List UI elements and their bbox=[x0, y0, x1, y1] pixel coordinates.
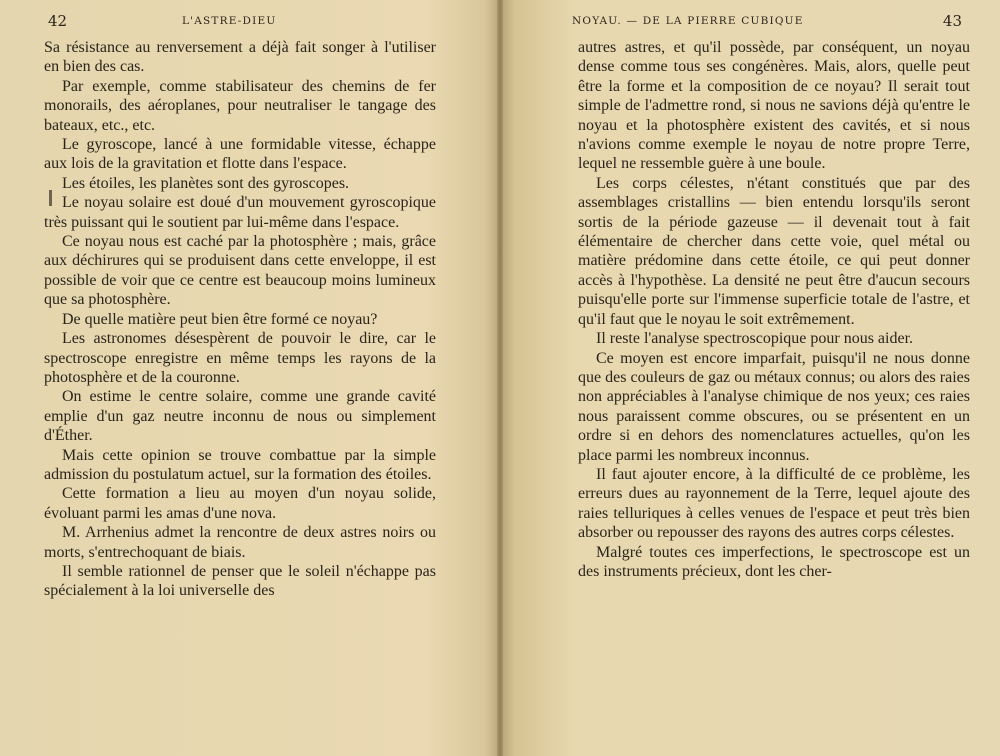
paragraph: Malgré toutes ces imperfections, le spectroscope est un des instruments précieux, dont les cher- bbox=[578, 543, 970, 580]
paragraph: Il semble rationnel de penser que le soleil n'échappe pas spécialement à la loi universelle des bbox=[44, 562, 436, 600]
right-page-number: 43 bbox=[942, 12, 962, 30]
paragraph: Ce moyen est encore imparfait, puisqu'il ne nous donne que des couleurs de gaz ou métaux connus; ou alors des raies non appréciables à l'analyse chimique de nos yeux; ces raies nous paraissent comme obscures, ou se présentent en un ordre si en dehors des nomenclatures actuelles, qu'on les place parmi les nombreux inconnus. bbox=[578, 349, 970, 464]
paragraph: Ce noyau nous est caché par la photosphère ; mais, grâce aux déchirures qui se produisent dans cette enveloppe, il est possible de voir que ce centre est beaucoup moins lumineux que sa photosphère. bbox=[44, 233, 436, 309]
paragraph: M. Arrhenius admet la rencontre de deux astres noirs ou morts, s'entrechoquant de biais. bbox=[44, 524, 436, 561]
paragraph: Par exemple, comme stabilisateur des chemins de fer monorails, des aéroplanes, pour neutraliser le tangage des bateaux, etc., etc. bbox=[44, 77, 436, 134]
left-page-number: 42 bbox=[48, 12, 68, 30]
paragraph: Le noyau solaire est doué d'un mouvement gyroscopique très puissant qui le soutient par lui-même dans l'espace. bbox=[44, 194, 436, 231]
paragraph: Les étoiles, les planètes sont des gyroscopes. bbox=[62, 174, 350, 192]
paragraph: autres astres, et qu'il possède, par conséquent, un noyau dense comme tous ses congénères. Mais, alors, quelle peut être la forme et la composition de ce noyau? Il serait tout simple de l'admettre rond, si nous ne savions déjà qu'entre le noyau et la photosphère existent des cavités, et si nous n'avions comme exemple le noyau de notre propre Terre, lequel ne ressemble guère à une boule. bbox=[578, 39, 970, 173]
paragraph: Les corps célestes, n'étant constitués que par des assemblages cristallins — bien entendu lorsqu'ils seront sortis de la période gazeuse — il devenait tout à fait élémentaire de chercher dans cette voie, quel métal ou matière prédomine dans cette étoile, ce qui peut donner accès à l'hypothèse. La densité ne peut être d'aucun secours puisqu'elle porte sur l'immense superficie totale de l'astre, et qu'il faut que le noyau le soit extrêmement. bbox=[578, 174, 970, 328]
book-gutter bbox=[497, 0, 503, 756]
right-running-head: NOYAU. — DE LA PIERRE CUBIQUE bbox=[572, 15, 804, 27]
left-running-head: L'ASTRE-DIEU bbox=[182, 15, 277, 27]
paragraph: Sa résistance au renversement a déjà fait songer à l'utiliser en bien des cas. bbox=[44, 39, 436, 76]
paragraph: On estime le centre solaire, comme une grande cavité emplie d'un gaz neutre inconnu de nous ou simplement d'Éther. bbox=[44, 388, 436, 445]
right-page-text bbox=[578, 38, 970, 581]
paragraph: Il reste l'analyse spectroscopique pour nous aider. bbox=[596, 330, 914, 348]
paragraph: Cette formation a lieu au moyen d'un noyau solide, évoluant parmi les amas d'une nova. bbox=[44, 485, 436, 522]
paragraph: De quelle matière peut bien être formé ce noyau? bbox=[62, 310, 378, 328]
paragraph: Il faut ajouter encore, à la difficulté de ce problème, les erreurs dues au rayonnement de la Terre, lequel ajoute des raies telluriques à celles venues de l'espace et peut très bien absorber ou repousser des rayons des autres corps célestes. bbox=[578, 465, 970, 542]
paragraph: Le gyroscope, lancé à une formidable vitesse, échappe aux lois de la gravitation et flotte dans l'espace. bbox=[44, 136, 436, 173]
paragraph: Les astronomes désespèrent de pouvoir le dire, car le spectroscope enregistre en même temps les rayons de la photosphère et de la couronne. bbox=[44, 330, 436, 386]
right-page bbox=[500, 0, 1000, 756]
paragraph: Mais cette opinion se trouve combattue par la simple admission du postulatum actuel, sur la formation des étoiles. bbox=[44, 446, 436, 483]
left-page-text bbox=[44, 38, 436, 601]
